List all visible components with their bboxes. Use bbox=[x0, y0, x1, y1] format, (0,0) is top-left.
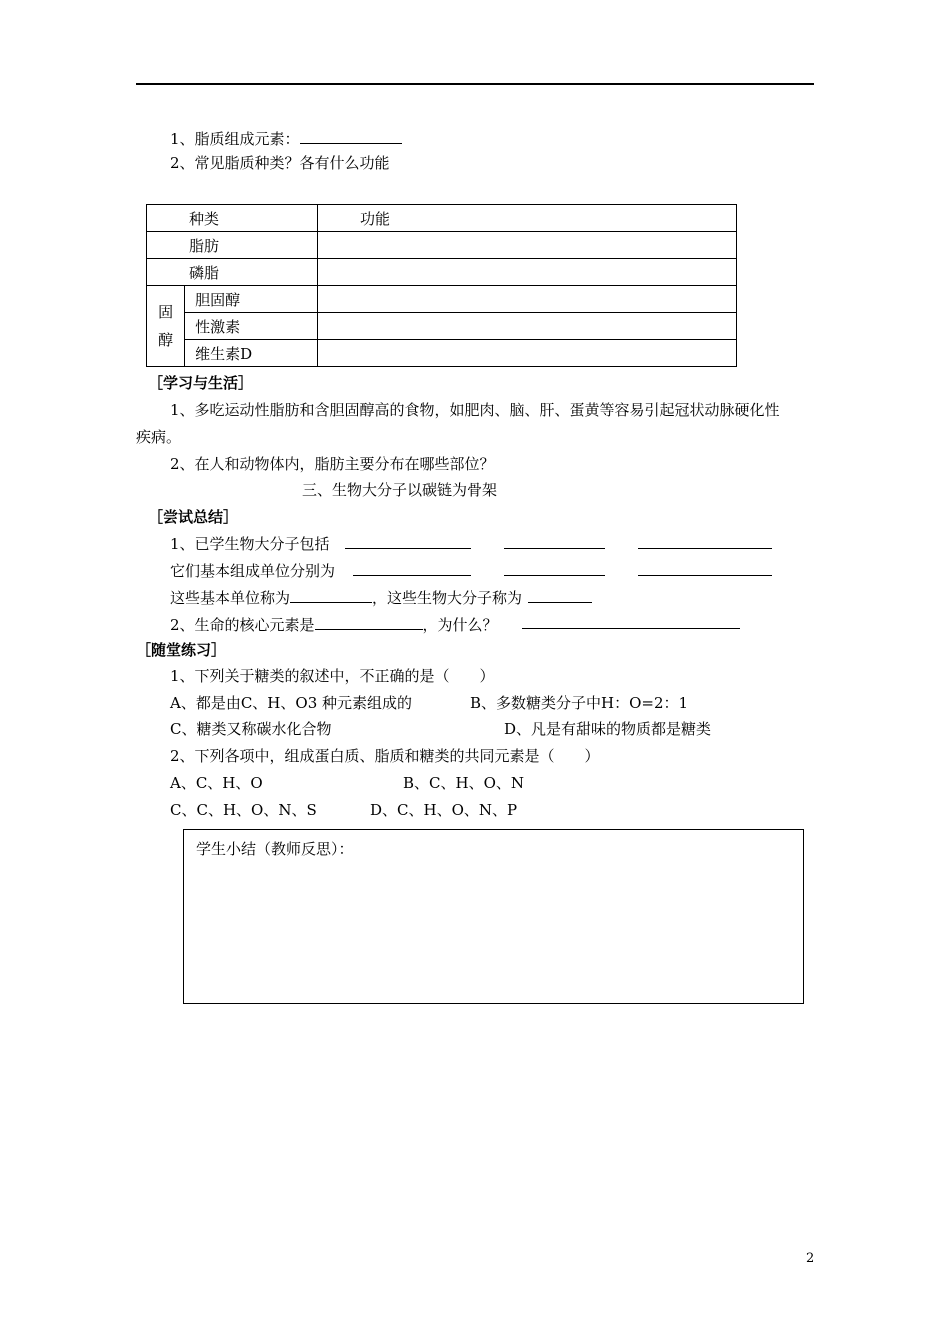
answer-blank[interactable] bbox=[504, 561, 605, 576]
table-row bbox=[147, 340, 737, 367]
summary-units: 它们基本组成单位分别为 bbox=[170, 562, 336, 580]
table-cell-sterol-group bbox=[147, 286, 185, 367]
answer-blank[interactable] bbox=[504, 534, 605, 549]
sterol-char-bottom: 醇 bbox=[158, 331, 174, 349]
study-life-item-2: 2、在人和动物体内，脂肪主要分布在哪些部位？ bbox=[170, 455, 495, 473]
practice-question-2: 2、下列各项中，组成蛋白质、脂质和糖类的共同元素是（ ） bbox=[170, 747, 600, 765]
question-text: 1、脂质组成元素： bbox=[170, 130, 300, 148]
question-lipid-types: 2、常见脂质种类？各有什么功能 bbox=[170, 154, 390, 172]
answer-blank[interactable] bbox=[290, 588, 372, 603]
summary-macromolecules bbox=[170, 535, 330, 553]
table-cell-fat: 脂肪 bbox=[147, 232, 318, 259]
student-summary-box[interactable] bbox=[183, 829, 804, 1004]
sterol-char-top: 固 bbox=[158, 303, 174, 321]
table-header-row bbox=[147, 205, 737, 232]
practice-2-option-d[interactable]: D、C、H、O、N、P bbox=[370, 801, 518, 819]
table-row bbox=[147, 313, 737, 340]
question-lipid-elements bbox=[170, 129, 402, 148]
page-number: 2 bbox=[806, 1251, 815, 1266]
study-life-item-1a: 1、多吃运动性脂肪和含胆固醇高的食物，如肥肉、脑、肝、蛋黄等容易引起冠状动脉硬化性 bbox=[170, 401, 780, 419]
answer-blank[interactable] bbox=[315, 615, 423, 630]
table-row bbox=[147, 232, 737, 259]
practice-1-option-a[interactable]: A、都是由C、H、O3 种元素组成的 bbox=[170, 694, 413, 712]
summary-called bbox=[170, 588, 592, 607]
table-cell-blank[interactable] bbox=[318, 259, 737, 286]
section-heading-practice: ［随堂练习］ bbox=[136, 641, 227, 659]
table-cell-blank[interactable] bbox=[318, 286, 737, 313]
table-cell-cholesterol: 胆固醇 bbox=[185, 286, 318, 313]
answer-blank[interactable] bbox=[638, 561, 772, 576]
practice-question-1: 1、下列关于糖类的叙述中，不正确的是（ ） bbox=[170, 667, 495, 685]
practice-1-option-d[interactable]: D、凡是有甜味的物质都是糖类 bbox=[504, 720, 712, 738]
practice-2-option-b[interactable]: B、C、H、O、N bbox=[403, 774, 525, 792]
lipid-function-table bbox=[146, 204, 737, 367]
practice-2-option-c[interactable]: C、C、H、O、N、S bbox=[170, 801, 317, 819]
practice-2-option-a[interactable]: A、C、H、O bbox=[170, 774, 263, 792]
answer-blank[interactable] bbox=[300, 129, 402, 144]
section-heading-try-summary: ［尝试总结］ bbox=[148, 508, 239, 526]
summary-core-element bbox=[170, 615, 498, 634]
table-cell-sex-hormone: 性激素 bbox=[185, 313, 318, 340]
summary-core-element-text-a: 2、生命的核心元素是 bbox=[170, 616, 315, 634]
table-cell-blank[interactable] bbox=[318, 232, 737, 259]
table-row bbox=[147, 286, 737, 313]
summary-called-text-a: 这些基本单位称为 bbox=[170, 589, 291, 607]
answer-blank[interactable] bbox=[522, 614, 740, 629]
answer-blank[interactable] bbox=[638, 534, 772, 549]
table-cell-blank[interactable] bbox=[318, 340, 737, 367]
answer-blank[interactable] bbox=[345, 534, 471, 549]
header-rule bbox=[136, 83, 814, 85]
practice-1-option-b[interactable]: B、多数糖类分子中H：O=2：1 bbox=[470, 694, 689, 712]
table-header-type: 种类 bbox=[147, 205, 318, 232]
summary-called-text-b: ，这些生物大分子称为 bbox=[372, 589, 523, 607]
answer-blank[interactable] bbox=[528, 588, 592, 603]
table-cell-vitamin-d: 维生素D bbox=[185, 340, 318, 367]
section-heading-study-life: ［学习与生活］ bbox=[148, 374, 254, 392]
summary-macromolecules-text: 1、已学生物大分子包括 bbox=[170, 535, 330, 553]
summary-core-element-text-b: ，为什么？ bbox=[422, 616, 498, 634]
table-row bbox=[147, 259, 737, 286]
table-cell-blank[interactable] bbox=[318, 313, 737, 340]
student-summary-label: 学生小结（教师反思）： bbox=[196, 840, 354, 858]
study-life-item-1b: 疾病。 bbox=[136, 428, 182, 446]
section-three-title: 三、生物大分子以碳链为骨架 bbox=[302, 481, 498, 499]
table-header-function: 功能 bbox=[318, 205, 737, 232]
answer-blank[interactable] bbox=[353, 561, 471, 576]
table-cell-phospholipid: 磷脂 bbox=[147, 259, 318, 286]
practice-1-option-c[interactable]: C、糖类又称碳水化合物 bbox=[170, 720, 332, 738]
